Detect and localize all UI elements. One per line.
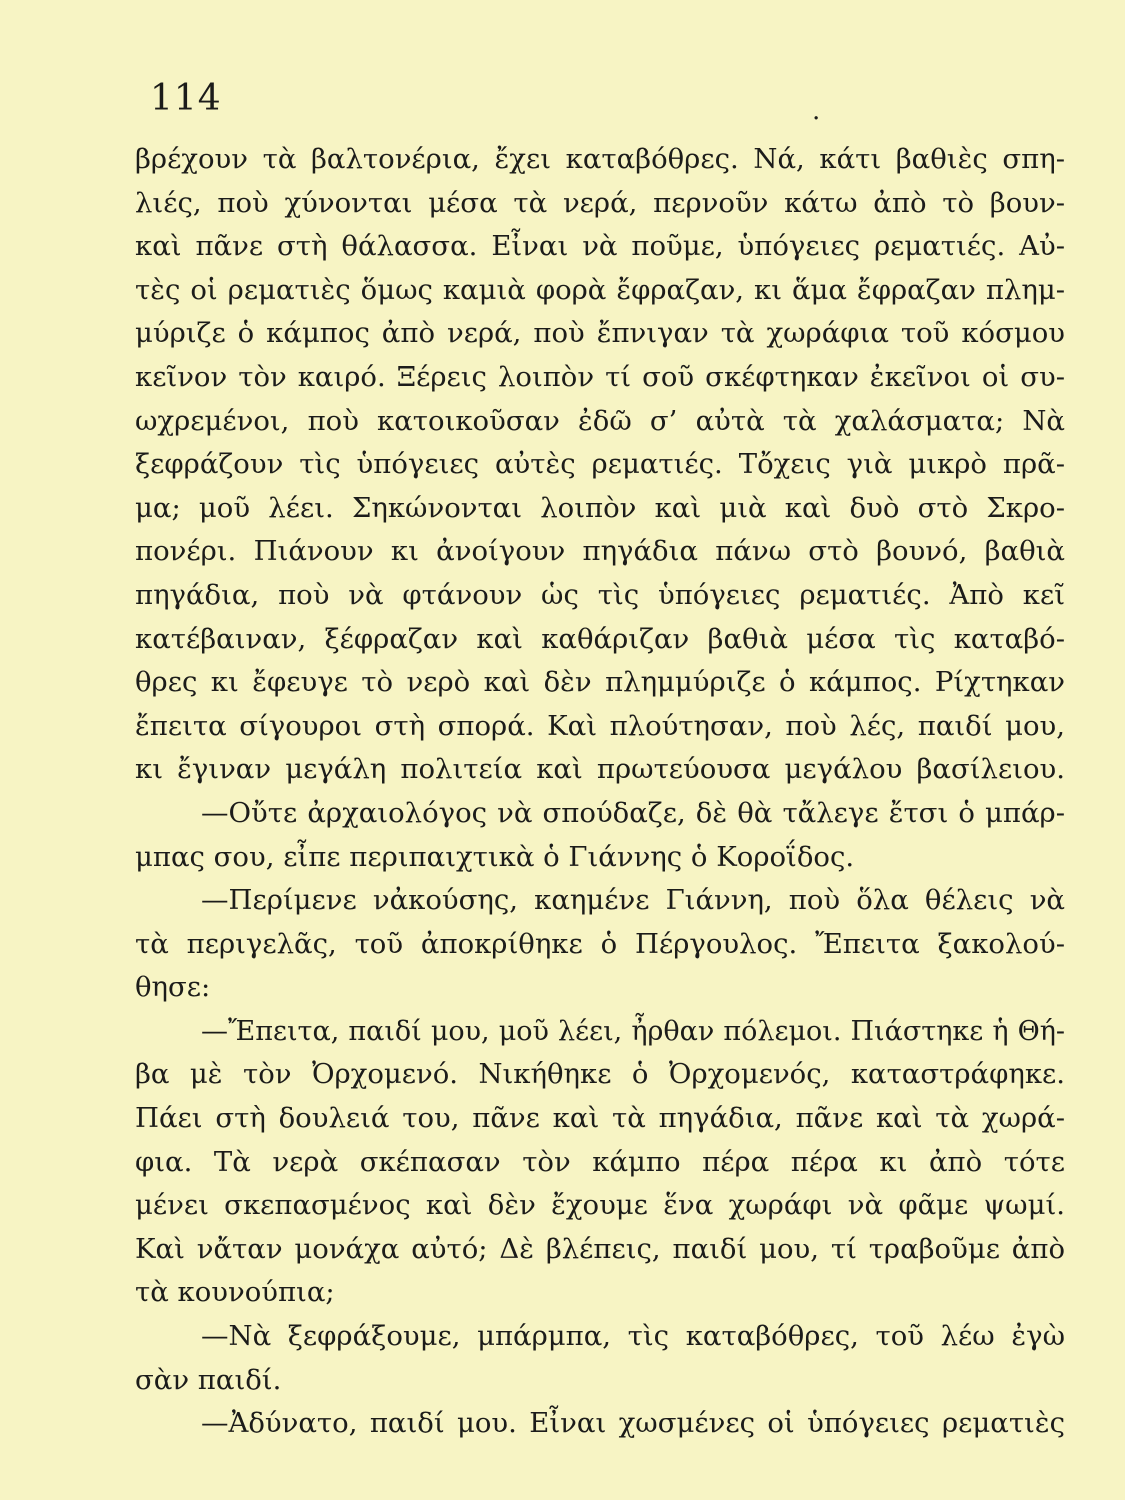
text-line: πονέρι. Πιάνουν κι ἀνοίγουν πηγάδια πάνω στὸ βουνό, βαθιὰ bbox=[135, 535, 1065, 568]
text-line: καὶ πᾶνε στὴ θάλασσα. Εἶναι νὰ ποῦμε, ὑπόγειες ρεματιές. Αὐ- bbox=[135, 230, 1065, 263]
text-line: φια. Τὰ νερὰ σκέπασαν τὸν κάμπο πέρα πέρα κι ἀπὸ τότε bbox=[135, 1145, 1065, 1178]
text-line: κι ἔγιναν μεγάλη πολιτεία καὶ πρωτεύουσα μεγάλου βασίλειου. bbox=[135, 753, 1065, 786]
text-line: βα μὲ τὸν Ὀρχομενό. Νικήθηκε ὁ Ὀρχομενός, καταστράφηκε. bbox=[135, 1058, 1065, 1091]
text-line: μα; μοῦ λέει. Σηκώνονται λοιπὸν καὶ μιὰ καὶ δυὸ στὸ Σκρο- bbox=[135, 491, 1065, 524]
text-line: Πάει στὴ δουλειά του, πᾶνε καὶ τὰ πηγάδια, πᾶνε καὶ τὰ χωρά- bbox=[135, 1102, 1065, 1135]
text-line: θρες κι ἔφευγε τὸ νερὸ καὶ δὲν πλημμύριζε ὁ κάμπος. Ρίχτηκαν bbox=[135, 666, 1065, 699]
body-text bbox=[135, 138, 1065, 1446]
page-number: 114 bbox=[150, 78, 222, 119]
text-line: ξεφράζουν τὶς ὑπόγειες αὐτὲς ρεματιές. Τὄχεις γιὰ μικρὸ πρᾶ- bbox=[135, 448, 1065, 481]
text-line: —Ἔπειτα, παιδί μου, μοῦ λέει, ἦρθαν πόλεμοι. Πιάστηκε ἡ Θή- bbox=[201, 1015, 1065, 1047]
text-line: —Οὔτε ἀρχαιολόγος νὰ σπούδαζε, δὲ θὰ τἄλεγε ἔτσι ὁ μπάρ- bbox=[201, 796, 1065, 829]
text-line: —Νὰ ξεφράξουμε, μπάρμπα, τὶς καταβόθρες, τοῦ λέω ἐγὼ bbox=[201, 1320, 1065, 1353]
text-line: κεῖνον τὸν καιρό. Ξέρεις λοιπὸν τί σοῦ σκέφτηκαν ἐκεῖνοι οἱ συ- bbox=[135, 360, 1065, 393]
printer-mark: . bbox=[812, 96, 821, 126]
text-line: —Περίμενε νἀκούσης, καημένε Γιάννη, ποὺ ὅλα θέλεις νὰ bbox=[201, 884, 1065, 917]
text-line: μύριζε ὁ κάμπος ἀπὸ νερά, ποὺ ἔπνιγαν τὰ χωράφια τοῦ κόσμου bbox=[135, 317, 1065, 350]
text-line: λιές, ποὺ χύνονται μέσα τὰ νερά, περνοῦν κάτω ἀπὸ τὸ βουν- bbox=[135, 186, 1065, 219]
text-line: κατέβαιναν, ξέφραζαν καὶ καθάριζαν βαθιὰ μέσα τὶς καταβό- bbox=[135, 622, 1065, 655]
text-line: θησε: bbox=[135, 971, 211, 1004]
text-line: πηγάδια, ποὺ νὰ φτάνουν ὡς τὶς ὑπόγειες ρεματιές. Ἀπὸ κεῖ bbox=[135, 578, 1065, 611]
text-line: μένει σκεπασμένος καὶ δὲν ἔχουμε ἕνα χωράφι νὰ φᾶμε ψωμί. bbox=[135, 1189, 1065, 1222]
text-line: μπας σου, εἶπε περιπαιχτικὰ ὁ Γιάννης ὁ Κοροΐδος. bbox=[135, 840, 855, 873]
text-line: ωχρεμένοι, ποὺ κατοικοῦσαν ἐδῶ σ’ αὐτὰ τὰ χαλάσματα; Νὰ bbox=[135, 404, 1065, 437]
text-line: τὲς οἱ ρεματιὲς ὅμως καμιὰ φορὰ ἔφραζαν, κι ἅμα ἔφραζαν πλημ- bbox=[135, 273, 1065, 306]
text-line: τὰ κουνούπια; bbox=[135, 1276, 335, 1309]
text-line: ἔπειτα σίγουροι στὴ σπορά. Καὶ πλούτησαν, ποὺ λές, παιδί μου, bbox=[135, 709, 1065, 742]
text-line: τὰ περιγελᾶς, τοῦ ἀποκρίθηκε ὁ Πέργουλος. Ἔπειτα ξακολού- bbox=[135, 927, 1065, 960]
text-line: —Ἀδύνατο, παιδί μου. Εἶναι χωσμένες οἱ ὑπόγειες ρεματιὲς bbox=[201, 1407, 1065, 1440]
text-line: βρέχουν τὰ βαλτονέρια, ἔχει καταβόθρες. Νά, κάτι βαθιὲς σπη- bbox=[135, 143, 1065, 175]
text-line: σὰν παιδί. bbox=[135, 1363, 282, 1396]
text-line: Καὶ νἄταν μονάχα αὐτό; Δὲ βλέπεις, παιδί μου, τί τραβοῦμε ἀπὸ bbox=[135, 1232, 1065, 1265]
